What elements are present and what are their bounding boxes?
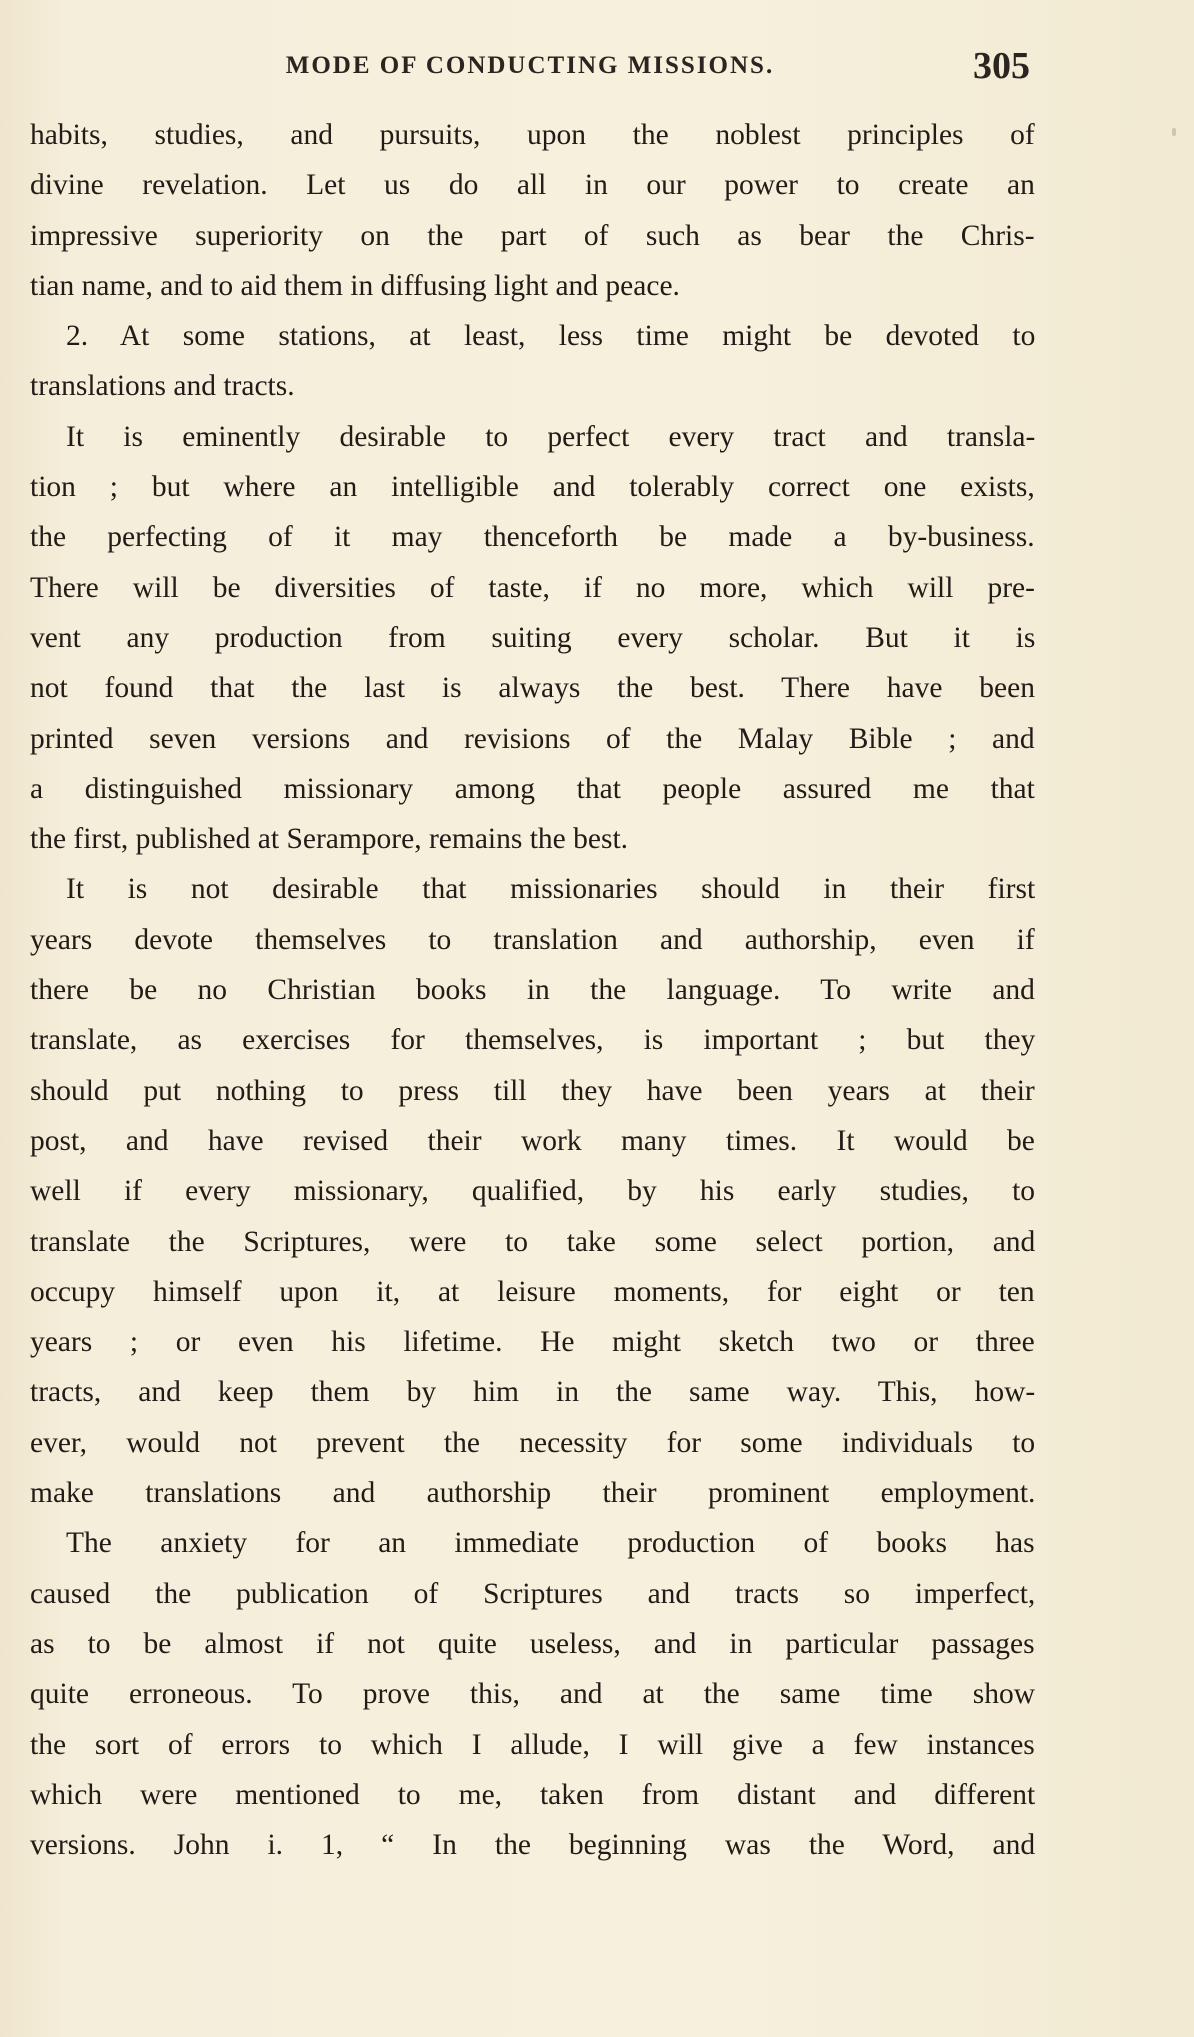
text-line-content: vent any production from suiting every scholar. But it is [30, 621, 1036, 654]
text-line-content: well if every missionary, qualified, by his early studies, to [30, 1175, 1036, 1208]
text-line-content: habits, studies, and pursuits, upon the noblest principles of [30, 119, 1035, 151]
text-line [30, 1418, 1035, 1468]
running-title: MODE OF CONDUCTING MISSIONS. [285, 52, 775, 79]
text-line [30, 311, 1035, 361]
text-line [30, 1468, 1035, 1518]
text-line [30, 412, 1035, 462]
text-line-content: occupy himself upon it, at leisure moments, for eight or ten [30, 1275, 1035, 1308]
text-line-content: ever, would not prevent the necessity for some individuals to [30, 1426, 1036, 1459]
text-line-content: as to be almost if not quite useless, and in particular passages [30, 1627, 1035, 1660]
text-line [30, 160, 1035, 210]
text-line-content: tracts, and keep them by him in the same way. This, how- [30, 1376, 1036, 1409]
text-line [30, 1770, 1035, 1820]
text-line-content: quite erroneous. To prove this, and at the same time show [30, 1678, 1036, 1711]
text-line [30, 1217, 1035, 1267]
text-line [30, 915, 1035, 965]
text-line-content: which were mentioned to me, taken from distant and different [30, 1778, 1036, 1811]
text-line-content: there be no Christian books in the language. To write and [30, 974, 1035, 1007]
text-line-content: post, and have revised their work many times. It would be [30, 1124, 1035, 1157]
text-line-content: tion ; but where an intelligible and tolerably correct one exists, [30, 471, 1035, 504]
text-line [30, 1317, 1035, 1367]
text-line [30, 1518, 1035, 1568]
text-line-content: It is eminently desirable to perfect every tract and transla- [66, 420, 1036, 453]
text-line-content: caused the publication of Scriptures and tracts so imperfect, [30, 1577, 1036, 1610]
text-line-content: divine revelation. Let us do all in our power to create an [30, 169, 1035, 202]
text-line [30, 965, 1035, 1015]
text-line-content: the first, published at Serampore, remains the best. [30, 823, 629, 856]
text-line-content: the sort of errors to which I allude, I will give a few instances [30, 1728, 1035, 1761]
text-line [30, 663, 1035, 713]
text-line-content: It is not desirable that missionaries should in their first [66, 873, 1036, 906]
text-line [30, 261, 1035, 311]
text-line [30, 110, 1035, 160]
text-line-content: the perfecting of it may thenceforth be made a by-business. [30, 521, 1035, 554]
text-line [30, 512, 1035, 562]
text-line-content: translate the Scriptures, were to take some select portion, and [30, 1225, 1036, 1258]
body-text [30, 110, 1035, 1870]
text-line [30, 613, 1035, 663]
text-line [30, 1619, 1035, 1669]
text-line [30, 1669, 1035, 1719]
margin-speck [1172, 128, 1176, 136]
text-line [30, 462, 1035, 512]
text-line [30, 1116, 1035, 1166]
text-line [30, 1720, 1035, 1770]
text-line [30, 1267, 1035, 1317]
text-line-content: impressive superiority on the part of such as bear the Chris- [30, 219, 1035, 252]
text-line [30, 1066, 1035, 1116]
text-line [30, 764, 1035, 814]
text-line-content: translate, as exercises for themselves, is important ; but they [30, 1024, 1036, 1057]
text-line-content: The anxiety for an immediate production of books has [66, 1527, 1035, 1560]
page-number: 305 [973, 45, 1030, 87]
text-line-content: 2. At some stations, at least, less time might be devoted to [66, 320, 1036, 353]
text-line [30, 211, 1035, 261]
text-line [30, 864, 1035, 914]
text-line-content: years devote themselves to translation and authorship, even if [30, 923, 1035, 956]
text-line [30, 1367, 1035, 1417]
text-line [30, 1166, 1035, 1216]
text-line [30, 1015, 1035, 1065]
text-line [30, 714, 1035, 764]
text-line [30, 361, 1035, 411]
text-line-content: should put nothing to press till they have been years at their [30, 1074, 1035, 1107]
text-line [30, 563, 1035, 613]
text-line-content: translations and tracts. [30, 370, 295, 403]
text-line-content: a distinguished missionary among that people assured me that [30, 772, 1035, 805]
text-line-content: not found that the last is always the best. There have been [30, 672, 1035, 705]
text-line-content: versions. John i. 1, “ In the beginning was the Word, and [30, 1829, 1036, 1862]
text-line [30, 1820, 1035, 1870]
text-line [30, 1569, 1035, 1619]
text-line-content: printed seven versions and revisions of the Malay Bible ; and [30, 722, 1035, 755]
page-header [30, 44, 1030, 92]
text-line-content: There will be diversities of taste, if no more, which will pre- [30, 571, 1035, 604]
text-line-content: tian name, and to aid them in diffusing light and peace. [30, 269, 680, 302]
text-line-content: years ; or even his lifetime. He might sketch two or three [30, 1326, 1035, 1359]
text-line-content: make translations and authorship their prominent employment. [30, 1477, 1036, 1510]
text-line [30, 814, 1035, 864]
